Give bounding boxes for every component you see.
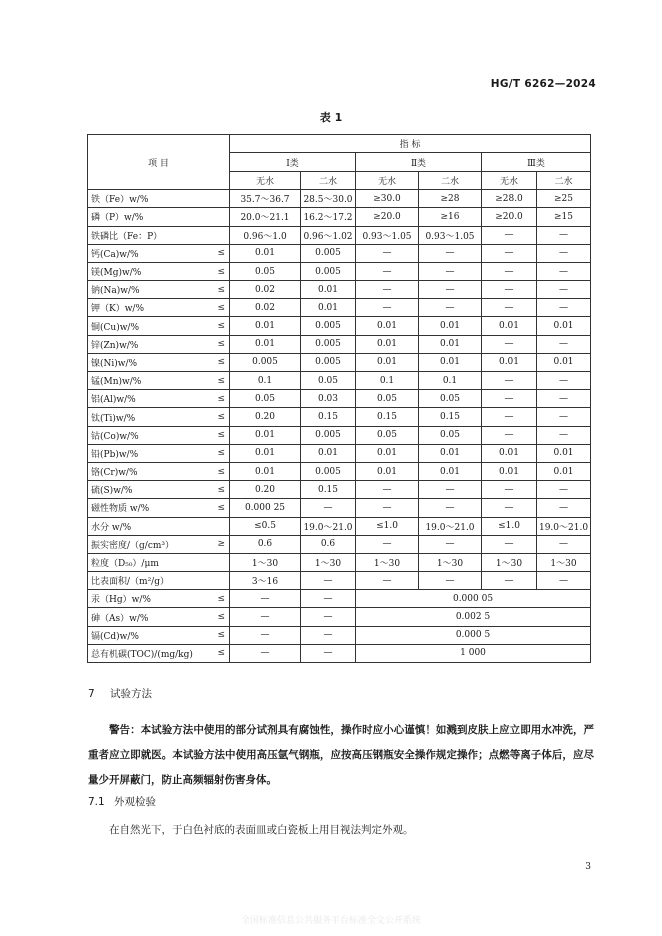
spec-table xyxy=(87,134,591,663)
table-row xyxy=(88,335,591,353)
value-cell: 0.01 xyxy=(419,353,482,371)
value-cell: 0.05 xyxy=(356,426,419,444)
watermark: 全国标准信息公共服务平台标准全文公开系统 xyxy=(240,916,421,926)
value-cell: 0.01 xyxy=(482,353,537,371)
table-row xyxy=(88,226,591,244)
row-item xyxy=(88,590,230,608)
value-cell: 0.01 xyxy=(482,317,537,335)
limit-symbol: ≤ xyxy=(217,484,225,495)
value-cell: 0.01 xyxy=(301,281,356,299)
table-row xyxy=(88,281,591,299)
header-item: 项 目 xyxy=(88,135,230,190)
value-cell: — xyxy=(356,535,419,553)
table-row xyxy=(88,553,591,571)
value-cell: 0.01 xyxy=(230,426,301,444)
value-cell: 0.05 xyxy=(230,390,301,408)
limit-symbol: ≤ xyxy=(217,612,225,623)
limit-symbol: ≥ xyxy=(217,539,225,550)
value-cell: 0.6 xyxy=(230,535,301,553)
limit-symbol: ≤ xyxy=(217,321,225,332)
value-cell: ≥20.0 xyxy=(482,208,537,226)
limit-symbol: ≤ xyxy=(217,593,225,604)
limit-symbol: ≤ xyxy=(217,466,225,477)
row-label: 铁磷比（Fe：P） xyxy=(91,231,163,242)
value-cell: 0.005 xyxy=(301,426,356,444)
value-cell: — xyxy=(537,426,591,444)
value-cell: 0.01 xyxy=(230,462,301,480)
value-cell: — xyxy=(301,608,356,626)
value-cell: 0.005 xyxy=(301,335,356,353)
value-cell: — xyxy=(482,244,537,262)
row-label: 铬(Cr)w/% xyxy=(91,468,138,479)
row-label: 砷（As）w/% xyxy=(91,613,149,624)
value-cell: 1 000 xyxy=(356,644,591,662)
row-item xyxy=(88,535,230,553)
value-cell: — xyxy=(482,572,537,590)
row-label: 锰(Mn)w/% xyxy=(91,377,142,388)
value-cell: ≤1.0 xyxy=(356,517,419,535)
value-cell: 0.000 25 xyxy=(230,499,301,517)
value-cell: 0.005 xyxy=(301,462,356,480)
subheader: 无水 xyxy=(230,171,301,189)
value-cell: 0.01 xyxy=(301,444,356,462)
table-row xyxy=(88,353,591,371)
limit-symbol: ≤ xyxy=(217,302,225,313)
value-cell: ≥28.0 xyxy=(482,190,537,208)
row-item xyxy=(88,262,230,280)
row-label: 锌(Zn)w/% xyxy=(91,340,139,351)
table-row xyxy=(88,190,591,208)
value-cell: 0.01 xyxy=(482,444,537,462)
row-item xyxy=(88,190,230,208)
value-cell: 1～30 xyxy=(230,553,301,571)
value-cell: 0.01 xyxy=(356,353,419,371)
value-cell: 0.20 xyxy=(230,408,301,426)
row-label: 铜(Cu)w/% xyxy=(91,322,139,333)
value-cell: — xyxy=(537,299,591,317)
value-cell: 0.20 xyxy=(230,481,301,499)
row-label: 钠(Na)w/% xyxy=(91,286,140,297)
section-number: 7 xyxy=(88,688,95,700)
value-cell: 1～30 xyxy=(419,553,482,571)
subheader: 无水 xyxy=(482,171,537,189)
header-group-2: Ⅱ类 xyxy=(356,153,482,171)
row-label: 铅(Pb)w/% xyxy=(91,449,139,460)
row-item xyxy=(88,626,230,644)
value-cell: ≤1.0 xyxy=(482,517,537,535)
value-cell: 0.93～1.05 xyxy=(356,226,419,244)
table-row xyxy=(88,481,591,499)
table-row xyxy=(88,390,591,408)
value-cell: — xyxy=(230,590,301,608)
value-cell: 0.01 xyxy=(356,335,419,353)
value-cell: 0.05 xyxy=(301,372,356,390)
value-cell: — xyxy=(482,481,537,499)
value-cell: 0.15 xyxy=(356,408,419,426)
limit-symbol: ≤ xyxy=(217,339,225,350)
value-cell: — xyxy=(419,244,482,262)
value-cell: — xyxy=(356,572,419,590)
table-row xyxy=(88,517,591,535)
section-7-1-text: 在自然光下，于白色衬底的表面皿或白瓷板上用目视法判定外观。 xyxy=(109,824,414,836)
header-group-1: Ⅰ类 xyxy=(230,153,356,171)
value-cell: 0.01 xyxy=(537,462,591,480)
row-label: 汞（Hg）w/% xyxy=(91,595,151,606)
row-item xyxy=(88,281,230,299)
value-cell: 0.005 xyxy=(301,244,356,262)
row-label: 水分 w/% xyxy=(91,522,132,533)
value-cell: 1～30 xyxy=(537,553,591,571)
value-cell: — xyxy=(230,626,301,644)
value-cell: 1～30 xyxy=(301,553,356,571)
value-cell: 0.01 xyxy=(230,335,301,353)
row-label: 镉(Cd)w/% xyxy=(91,631,139,642)
row-label: 振实密度/（g/cm³） xyxy=(91,540,175,551)
row-item xyxy=(88,208,230,226)
limit-symbol: ≤ xyxy=(217,284,225,295)
table-row xyxy=(88,317,591,335)
value-cell: — xyxy=(356,299,419,317)
value-cell: 0.05 xyxy=(419,390,482,408)
row-label: 总有机碳(TOC)/(mg/kg) xyxy=(91,649,193,660)
value-cell: 0.01 xyxy=(419,335,482,353)
value-cell: ≥28 xyxy=(419,190,482,208)
section-title: 试验方法 xyxy=(110,688,152,700)
value-cell: 0.01 xyxy=(537,353,591,371)
value-cell: 0.01 xyxy=(301,299,356,317)
table-row xyxy=(88,299,591,317)
value-cell: — xyxy=(537,390,591,408)
row-label: 钴(Co)w/% xyxy=(91,431,139,442)
value-cell: — xyxy=(356,281,419,299)
value-cell: 0.005 xyxy=(230,353,301,371)
value-cell: — xyxy=(537,335,591,353)
value-cell: — xyxy=(482,390,537,408)
value-cell: 0.01 xyxy=(537,317,591,335)
value-cell: 0.15 xyxy=(301,408,356,426)
value-cell: — xyxy=(419,299,482,317)
value-cell: — xyxy=(537,244,591,262)
row-item xyxy=(88,299,230,317)
value-cell: 0.01 xyxy=(230,444,301,462)
value-cell: 19.0～21.0 xyxy=(419,517,482,535)
value-cell: — xyxy=(537,481,591,499)
value-cell: — xyxy=(419,262,482,280)
table-row xyxy=(88,608,591,626)
value-cell: — xyxy=(482,281,537,299)
value-cell: 0.000 05 xyxy=(356,590,591,608)
row-label: 钙(Ca)w/% xyxy=(91,249,139,260)
value-cell: 3～16 xyxy=(230,572,301,590)
value-cell: 19.0～21.0 xyxy=(301,517,356,535)
value-cell: 0.01 xyxy=(419,444,482,462)
row-item xyxy=(88,372,230,390)
value-cell: ≤0.5 xyxy=(230,517,301,535)
value-cell: — xyxy=(356,244,419,262)
value-cell: — xyxy=(356,499,419,517)
section-7-1-heading xyxy=(88,794,156,809)
value-cell: 0.96～1.0 xyxy=(230,226,301,244)
table-row xyxy=(88,462,591,480)
row-label: 粒度（D₅₀）/μm xyxy=(91,559,159,570)
value-cell: 0.05 xyxy=(419,426,482,444)
value-cell: 0.03 xyxy=(301,390,356,408)
row-item xyxy=(88,462,230,480)
value-cell: — xyxy=(537,499,591,517)
value-cell: 0.005 xyxy=(301,262,356,280)
table-row xyxy=(88,426,591,444)
value-cell: 16.2～17.2 xyxy=(301,208,356,226)
limit-symbol: ≤ xyxy=(217,357,225,368)
value-cell: — xyxy=(419,481,482,499)
table-row xyxy=(88,572,591,590)
row-item xyxy=(88,481,230,499)
value-cell: 1～30 xyxy=(356,553,419,571)
subheader: 无水 xyxy=(356,171,419,189)
row-item xyxy=(88,608,230,626)
warning-paragraph: 警告：本试验方法中使用的部分试剂具有腐蚀性，操作时应小心谨慎！如溅到皮肤上应立即用水冲洗，严重者应立即就医。本试验方法中使用高压氩气钢瓶，应按高压钢瓶安全操作规定操作；点燃等离子体后，应尽量少开屏蔽门，防止高频辐射伤害身体。 xyxy=(88,724,594,786)
page-number: 3 xyxy=(585,862,591,872)
value-cell: 0.02 xyxy=(230,281,301,299)
table-row xyxy=(88,626,591,644)
table-row xyxy=(88,590,591,608)
value-cell: 0.01 xyxy=(230,244,301,262)
row-label: 磷（P）w/% xyxy=(91,213,144,224)
value-cell: 0.93～1.05 xyxy=(419,226,482,244)
limit-symbol: ≤ xyxy=(217,648,225,659)
table-row xyxy=(88,535,591,553)
value-cell: — xyxy=(482,426,537,444)
value-cell: 0.01 xyxy=(356,444,419,462)
row-item xyxy=(88,553,230,571)
value-cell: — xyxy=(482,408,537,426)
row-item xyxy=(88,244,230,262)
value-cell: — xyxy=(419,499,482,517)
value-cell: 0.000 5 xyxy=(356,626,591,644)
value-cell: 0.01 xyxy=(419,462,482,480)
value-cell: — xyxy=(537,226,591,244)
row-label: 比表面积/（m²/g） xyxy=(91,577,169,588)
value-cell: ≥16 xyxy=(419,208,482,226)
row-item xyxy=(88,317,230,335)
row-label: 镁(Mg)w/% xyxy=(91,268,142,279)
row-item xyxy=(88,644,230,662)
value-cell: 0.01 xyxy=(482,462,537,480)
value-cell: ≥15 xyxy=(537,208,591,226)
row-label: 磁性物质 w/% xyxy=(91,504,150,515)
value-cell: ≥30.0 xyxy=(356,190,419,208)
subheader: 二水 xyxy=(537,171,591,189)
row-item xyxy=(88,499,230,517)
subsection-number: 7.1 xyxy=(88,796,105,808)
limit-symbol: ≤ xyxy=(217,630,225,641)
row-item xyxy=(88,572,230,590)
value-cell: — xyxy=(230,608,301,626)
value-cell: — xyxy=(537,408,591,426)
row-item xyxy=(88,517,230,535)
table-row xyxy=(88,499,591,517)
standard-code: HG/T 6262—2024 xyxy=(490,78,596,90)
row-item xyxy=(88,426,230,444)
limit-symbol: ≤ xyxy=(217,412,225,423)
value-cell: — xyxy=(301,626,356,644)
value-cell: — xyxy=(301,499,356,517)
value-cell: — xyxy=(356,481,419,499)
row-label: 钛(Ti)w/% xyxy=(91,413,136,424)
table-caption: 表 1 xyxy=(319,111,343,124)
value-cell: — xyxy=(537,572,591,590)
value-cell: 0.15 xyxy=(301,481,356,499)
value-cell: 28.5～30.0 xyxy=(301,190,356,208)
row-item xyxy=(88,226,230,244)
value-cell: — xyxy=(482,299,537,317)
value-cell: — xyxy=(419,535,482,553)
value-cell: 0.96～1.02 xyxy=(301,226,356,244)
value-cell: 0.05 xyxy=(230,262,301,280)
subheader: 二水 xyxy=(301,171,356,189)
table-row xyxy=(88,208,591,226)
value-cell: 0.01 xyxy=(356,317,419,335)
value-cell: ≥25 xyxy=(537,190,591,208)
table-row xyxy=(88,244,591,262)
header-group-3: Ⅲ类 xyxy=(482,153,591,171)
limit-symbol: ≤ xyxy=(217,430,225,441)
value-cell: — xyxy=(482,262,537,280)
value-cell: — xyxy=(301,644,356,662)
value-cell: 0.1 xyxy=(356,372,419,390)
value-cell: 0.1 xyxy=(419,372,482,390)
limit-symbol: ≤ xyxy=(217,375,225,386)
value-cell: — xyxy=(482,335,537,353)
value-cell: — xyxy=(482,372,537,390)
value-cell: 20.0～21.1 xyxy=(230,208,301,226)
value-cell: ≥20.0 xyxy=(356,208,419,226)
row-item xyxy=(88,335,230,353)
row-label: 钾（K）w/% xyxy=(91,304,145,315)
value-cell: 19.0～21.0 xyxy=(537,517,591,535)
row-label: 镍(Ni)w/% xyxy=(91,358,138,369)
value-cell: 0.02 xyxy=(230,299,301,317)
row-item xyxy=(88,444,230,462)
section-7-heading xyxy=(88,686,152,701)
value-cell: — xyxy=(482,499,537,517)
value-cell: — xyxy=(419,572,482,590)
row-item xyxy=(88,353,230,371)
subheader: 二水 xyxy=(419,171,482,189)
limit-symbol: ≤ xyxy=(217,448,225,459)
table-row xyxy=(88,262,591,280)
value-cell: 0.05 xyxy=(356,390,419,408)
value-cell: — xyxy=(537,535,591,553)
value-cell: — xyxy=(301,590,356,608)
header-index: 指 标 xyxy=(230,135,591,153)
row-label: 铁（Fe）w/% xyxy=(91,195,149,206)
row-label: 铝(Al)w/% xyxy=(91,395,136,406)
table-row xyxy=(88,372,591,390)
value-cell: 35.7～36.7 xyxy=(230,190,301,208)
value-cell: 0.005 xyxy=(301,317,356,335)
limit-symbol: ≤ xyxy=(217,266,225,277)
value-cell: — xyxy=(230,644,301,662)
limit-symbol: ≤ xyxy=(217,248,225,259)
value-cell: — xyxy=(301,572,356,590)
value-cell: 0.01 xyxy=(537,444,591,462)
table-row xyxy=(88,408,591,426)
value-cell: 0.1 xyxy=(230,372,301,390)
table-row xyxy=(88,444,591,462)
value-cell: 0.6 xyxy=(301,535,356,553)
value-cell: — xyxy=(537,372,591,390)
value-cell: 0.01 xyxy=(356,462,419,480)
value-cell: 0.005 xyxy=(301,353,356,371)
value-cell: 0.01 xyxy=(419,317,482,335)
value-cell: — xyxy=(356,262,419,280)
value-cell: 1～30 xyxy=(482,553,537,571)
limit-symbol: ≤ xyxy=(217,502,225,513)
value-cell: 0.01 xyxy=(230,317,301,335)
value-cell: 0.002 5 xyxy=(356,608,591,626)
value-cell: — xyxy=(482,535,537,553)
value-cell: 0.15 xyxy=(419,408,482,426)
row-label: 硫(S)w/% xyxy=(91,486,133,497)
value-cell: — xyxy=(537,281,591,299)
value-cell: — xyxy=(537,262,591,280)
table-row xyxy=(88,644,591,662)
row-item xyxy=(88,408,230,426)
value-cell: — xyxy=(419,281,482,299)
value-cell: — xyxy=(482,226,537,244)
subsection-title: 外观检验 xyxy=(114,796,156,808)
limit-symbol: ≤ xyxy=(217,393,225,404)
row-item xyxy=(88,390,230,408)
